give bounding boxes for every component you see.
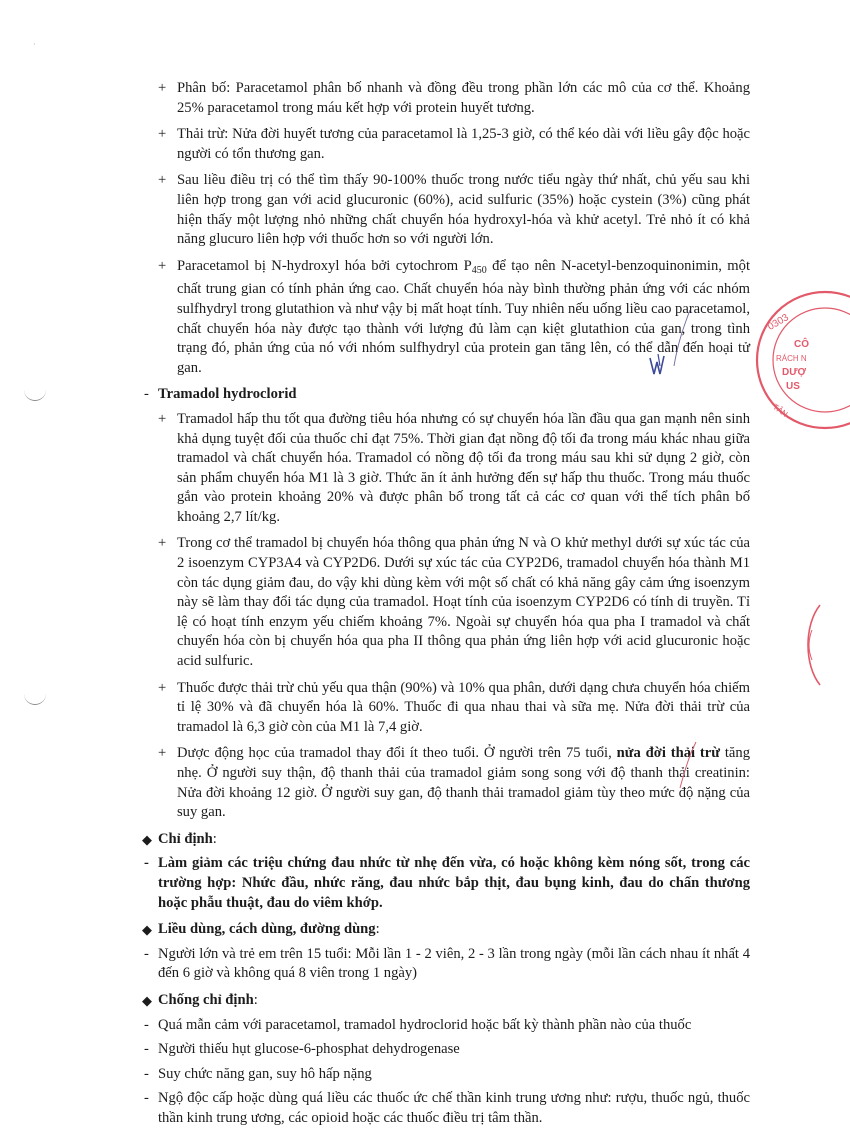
contraindication-text: Người thiếu hụt glucose-6-phosphat dehydrogenase — [158, 1041, 460, 1058]
dosage-item — [142, 945, 750, 984]
indications-heading-text: Chỉ định — [158, 830, 213, 847]
cytochrome-subscript: 450 — [471, 264, 487, 276]
tramadol-age-text-start: Dược động học của tramadol thay đổi ít theo tuổi. Ở người trên 75 tuổi, — [177, 745, 617, 762]
tramadol-absorption-paragraph — [142, 410, 750, 528]
plus-bullet: + — [158, 410, 167, 427]
heading-colon: : — [253, 991, 258, 1008]
tramadol-metabolism-paragraph — [142, 534, 750, 671]
dosage-heading — [142, 920, 750, 940]
diamond-bullet-icon: ◆ — [142, 831, 152, 847]
svg-text:CÔ: CÔ — [794, 339, 809, 350]
plus-bullet: + — [158, 535, 167, 552]
contraindication-text: Quá mẫn cảm với paracetamol, tramadol hydroclorid hoặc bất kỳ thành phần nào của thuốc — [158, 1016, 692, 1033]
tramadol-metabolism-text: Trong cơ thể tramadol bị chuyển hóa thông qua phản ứng N và O khử methyl dưới sự xúc tác của 2 isoenzym CYP3A4 và CYP2D6. Dưới sự xúc tác của CYP2D6, tramadol chuyển hóa thành M1 còn tác dụng giảm đau, do vậy khi dùng kèm với một số chất có khả năng gây cảm ứng isoenzym này sẽ làm thay đổi tác dụng của tramadol. Hoạt tính của isoenzym CYP2D6 có tính di truyền. Tỉ lệ có hoạt tính enzym yếu chiếm khoảng 7%. Ngoài sự chuyển hóa qua pha I tramadol và chất chuyển hóa còn bị chuyển hóa qua pha II thông qua phản ứng liên hợp với acid glucuronic hoặc acid sulfuric. — [177, 535, 750, 670]
svg-text:RÁCH N: RÁCH N — [776, 354, 807, 363]
dosage-text: Người lớn và trẻ em trên 15 tuổi: Mỗi lần 1 - 2 viên, 2 - 3 lần trong ngày (mỗi lần cách nhau ít nhất 4 đến 6 giờ và không quá 8 viên trong 1 ngày) — [158, 945, 750, 982]
svg-text:0303: 0303 — [765, 312, 791, 333]
company-stamp — [750, 285, 850, 435]
handwritten-stroke — [672, 308, 692, 368]
indications-text-start: Làm giảm các triệu chứng đau nhức từ nhẹ đến vừa, có hoặc không kèm nóng sốt, trong các trường hợp: — [158, 855, 750, 891]
heading-colon: : — [212, 830, 217, 847]
plus-bullet: + — [158, 257, 167, 274]
binder-hole-top — [24, 388, 46, 401]
plus-bullet: + — [158, 126, 167, 143]
dash-bullet: - — [144, 945, 149, 962]
dash-bullet: - — [144, 1016, 149, 1033]
plus-bullet: + — [158, 80, 167, 96]
tramadol-excretion-text: Thuốc được thải trừ chủ yếu qua thận (90%) và 10% qua phân, dưới dạng chưa chuyển hóa chiếm tỉ lệ 30% và đã chuyển hóa là 60%. Thuốc đi qua nhau thai và sữa mẹ. Nửa đời thải trừ của tramadol là 6,3 giờ còn của M1 là 7,4 giờ. — [177, 679, 750, 735]
document-body — [142, 79, 750, 1134]
contraindication-text: Ngộ độc cấp hoặc dùng quá liều các thuốc ức chế thần kinh trung ương như: rượu, thuốc ngủ, thuốc thần kinh trung ương, các opioid hoặc các thuốc điều trị tâm thần. — [158, 1090, 750, 1126]
plus-bullet: + — [158, 679, 167, 696]
distribution-paragraph — [142, 79, 750, 118]
contraindication-item — [142, 1089, 750, 1128]
handwritten-stroke — [676, 740, 700, 790]
dash-bullet: - — [144, 386, 149, 403]
indications-item — [142, 854, 750, 913]
half-life-emphasis: nửa đời thải trừ — [616, 745, 721, 762]
dash-bullet: - — [144, 855, 149, 872]
distribution-text: Phân bố: Paracetamol phân bố nhanh và đồng đều trong phần lớn các mô của cơ thể. Khoảng 25% paracetamol trong máu kết hợp với protein huyết tương. — [177, 80, 750, 116]
after-dose-paragraph — [142, 171, 750, 249]
hydroxylation-text-start: Paracetamol bị N-hydroxyl hóa bởi cytochrom P — [177, 257, 472, 274]
indications-text-end: Nhức đầu, nhức răng, đau nhức bắp thịt, đau bụng kinh, đau do chấn thương hoặc phẫu thuật, đau do viêm khớp. — [158, 874, 750, 911]
tramadol-heading — [142, 385, 750, 405]
diamond-bullet-icon: ◆ — [142, 922, 152, 938]
dash-bullet: - — [144, 1041, 149, 1058]
stamp-fragment — [790, 600, 830, 690]
dash-bullet: - — [144, 1065, 149, 1082]
svg-text:TÂN: TÂN — [771, 402, 790, 419]
dosage-heading-text: Liều dùng, cách dùng, đường dùng — [158, 921, 376, 938]
after-dose-text: Sau liều điều trị có thể tìm thấy 90-100% thuốc trong nước tiểu ngày thứ nhất, chủ yếu sau khi liên hợp trong gan với acid glucuronic (60%), acid sulfuric (35%) hoặc cystein (3%) cũng phát hiện thấy một lượng nhỏ những chất chuyển hóa hydroxyl-hóa và khử acetyl. Trẻ nhỏ ít có khả năng glucuro liên hợp với thuốc hơn so với người lớn. — [177, 172, 750, 248]
elimination-text: Thải trừ: Nửa đời huyết tương của paracetamol là 1,25-3 giờ, có thể kéo dài với liều gây độc hoặc người có tổn thương gan. — [177, 126, 750, 162]
elimination-paragraph — [142, 125, 750, 164]
svg-text:DƯỢ: DƯỢ — [782, 367, 807, 378]
plus-bullet: + — [158, 745, 167, 762]
tramadol-absorption-text: Tramadol hấp thu tốt qua đường tiêu hóa nhưng có sự chuyển hóa lần đầu qua gan mạnh nên sinh khả dụng tuyệt đối của thuốc chỉ đạt 75%. Thời gian đạt nồng độ tối đa trong máu khác nhau giữa tramadol và chất chuyển hóa. Tramadol có nồng độ tối đa trong máu sau khi sử dụng 2 giờ, còn sản phẩm chuyển hóa M1 là 3 giờ. Thức ăn ít ảnh hưởng đến sự hấp thu thuốc. Trong máu thuốc gắn vào protein khoảng 20% và được phân bố trong tất cả các cơ quan với thể tích phân bố khoảng 2,7 lít/kg. — [177, 410, 750, 525]
contraindications-heading-text: Chống chỉ định — [158, 991, 254, 1008]
indications-heading — [142, 830, 750, 850]
scan-dot: · — [33, 40, 36, 49]
tramadol-age-paragraph — [142, 744, 750, 822]
svg-text:US: US — [786, 381, 800, 392]
plus-bullet: + — [158, 172, 167, 189]
binder-hole-bottom — [24, 692, 46, 705]
contraindication-item — [142, 1065, 750, 1085]
hydroxylation-text-end: để tạo nên N-acetyl-benzoquinonimin, một chất trung gian có tính phản ứng cao. Chất chuyển hóa này bình thường phản ứng với các nhóm sulfhydryl trong glutathion và như vậy bị mất hoạt tính. Tuy nhiên nếu uống liều cao paracetamol, chất chuyển hóa này được tạo thành với lượng đủ làm cạn kiệt glutathion của gan, trong tình trạng đó, phản ứng của nó với nhóm sulfhydryl của protein gan tăng lên, có thể dẫn đến hoại tử gan. — [177, 257, 750, 376]
contraindication-text: Suy chức năng gan, suy hô hấp nặng — [158, 1065, 372, 1082]
contraindication-item — [142, 1040, 750, 1060]
tramadol-heading-text: Tramadol hydroclorid — [158, 386, 297, 403]
tramadol-age-text-end: tăng nhẹ. Ở người suy thận, độ thanh thải của tramadol giảm song song với độ thanh thải creatinin: Nửa đời khoảng 12 giờ. Ở người suy gan, độ thanh thải tramadol giảm tùy theo mức độ nặng của suy gan. — [177, 745, 750, 821]
contraindications-heading — [142, 991, 750, 1011]
contraindication-item — [142, 1016, 750, 1036]
heading-colon: : — [375, 921, 380, 938]
handwritten-initial — [648, 352, 668, 382]
dash-bullet: - — [144, 1090, 149, 1107]
diamond-bullet-icon: ◆ — [142, 992, 152, 1008]
tramadol-excretion-paragraph — [142, 679, 750, 738]
